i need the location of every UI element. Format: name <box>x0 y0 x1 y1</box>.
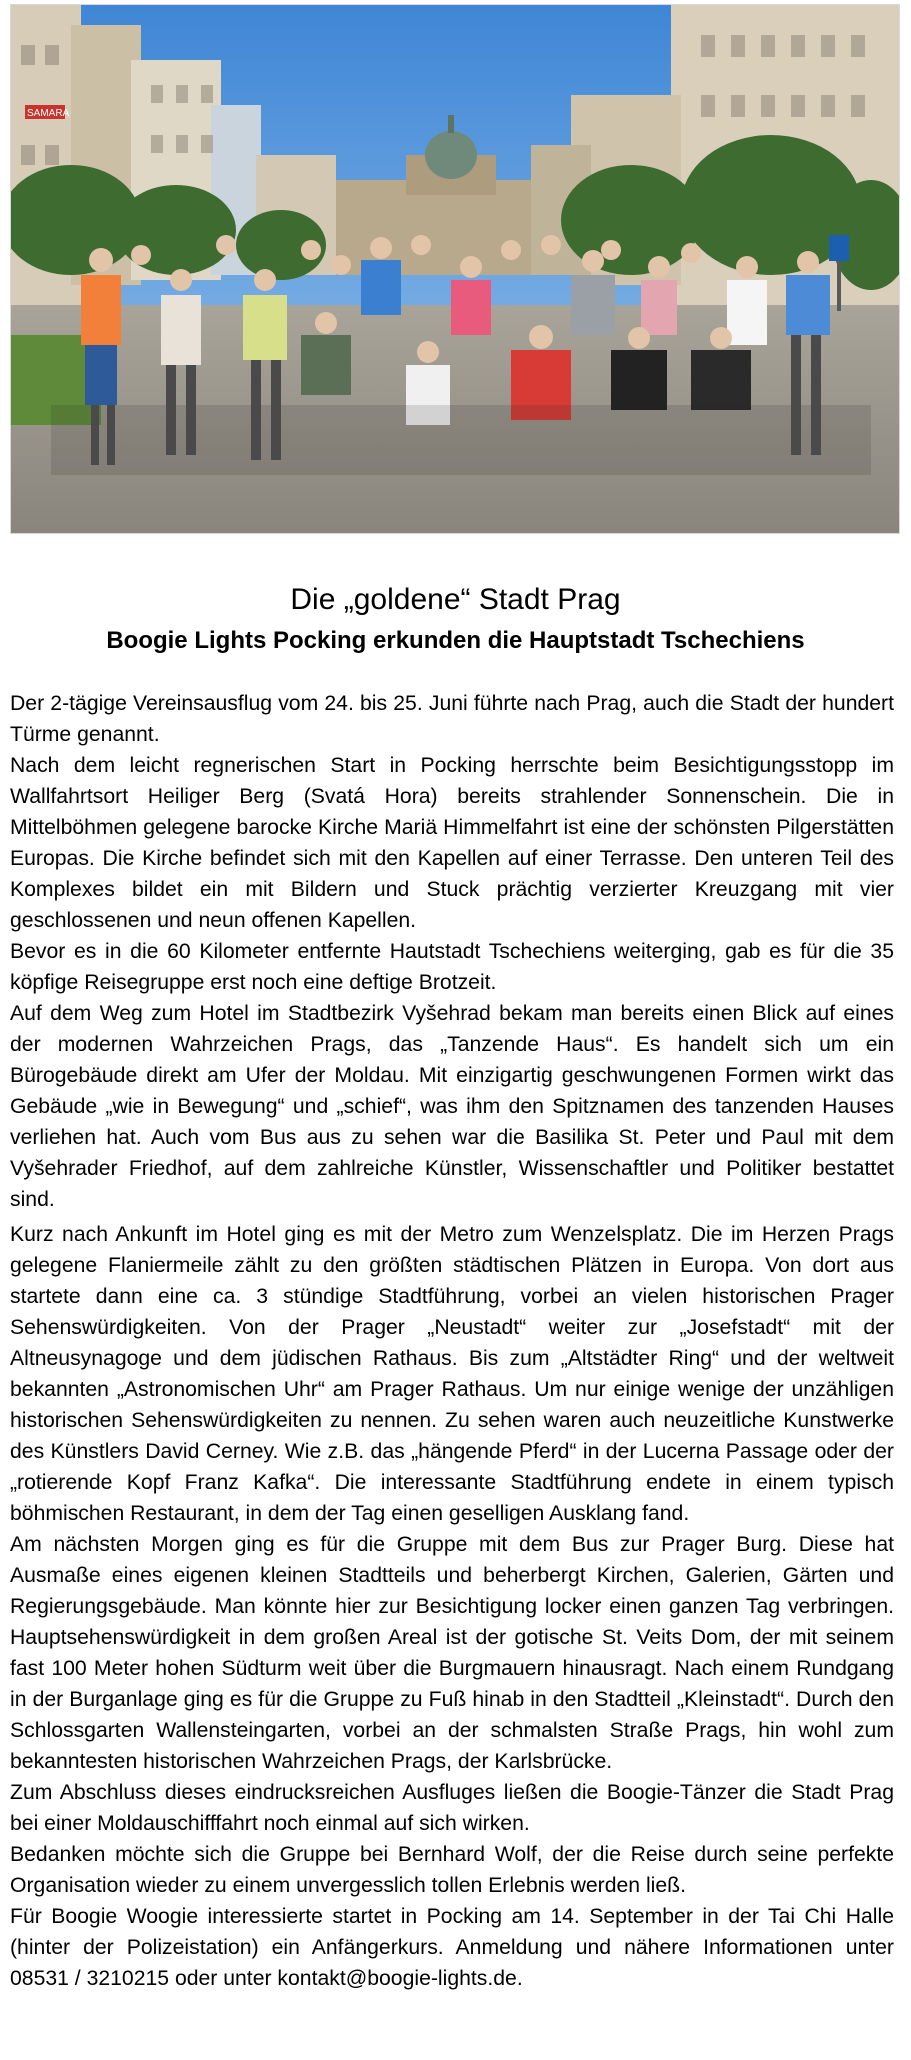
storefront-sign: SAMARA <box>27 108 70 119</box>
paragraph: Bedanken möchte sich die Gruppe bei Bernhard Wolf, der die Reise durch seine perfekte Organisation wieder zu einem unvergesslich tollen Erlebnis werden ließ. <box>10 1843 894 1897</box>
article-title: Die „goldene“ Stadt Prag <box>290 583 621 616</box>
paragraph: Auf dem Weg zum Hotel im Stadtbezirk Vyšehrad bekam man bereits einen Blick auf eines der modernen Wahrzeichen Prags, das „Tanzende Haus“. Es handelt sich um ein Bürogebäude direkt am Ufer der Moldau. Mit einzigartig geschwungenen Formen wirkt das Gebäude „wie in Bewegung“ und „schief“, was ihm den Spitznamen des tanzenden Hauses verliehen hat. Auch vom Bus aus zu sehen war die Basilika St. Peter und Paul mit dem Vyšehrader Friedhof, auf dem zahlreiche Künstler, Wissenschaftler und Politiker bestattet sind. <box>10 1002 894 1211</box>
paragraph: Nach dem leicht regnerischen Start in Pocking herrschte beim Besichtigungsstopp im Wallfahrtsort Heiliger Berg (Svatá Hora) bereits strahlender Sonnenschein. Die in Mittelböhmen gelegene barocke Kirche Mariä Himmelfahrt ist eine der schönsten Pilgerstätten Europas. Die Kirche befindet sich mit den Kapellen auf einer Terrasse. Den unteren Teil des Komplexes bildet ein mit Bildern und Stuck prächtig verzierter Kreuzgang mit vier geschlossenen und neun offenen Kapellen. <box>10 754 894 932</box>
paragraph: Der 2-tägige Vereinsausflug vom 24. bis 25. Juni führte nach Prag, auch die Stadt der hundert Türme genannt. <box>10 692 894 746</box>
paragraph: Kurz nach Ankunft im Hotel ging es mit der Metro zum Wenzelsplatz. Die im Herzen Prags gelegene Flaniermeile zählt zu den größten städtischen Plätzen in Europa. Von dort aus startete dann eine ca. 3 stündige Stadtführung, vorbei an vielen historischen Prager Sehenswürdigkeiten. Von der Prager „Neustadt“ weiter zur „Josefstadt“ mit der Altneusynagoge und dem jüdischen Rathaus. Bis zum „Altstädter Ring“ und der weltweit bekannten „Astronomischen Uhr“ am Prager Rathaus. Um nur einige wenige der unzähligen historischen Sehenswürdigkeiten zu nennen. Zu sehen waren auch neuzeitliche Kunstwerke des Künstlers David Cerney. Wie z.B. das „hängende Pferd“ in der Lucerna Passage oder der „rotierende Kopf Franz Kafka“. Die interessante Stadtführung endete in einem typisch böhmischen Restaurant, in dem der Tag einen geselligen Ausklang fand. <box>10 1223 894 1525</box>
article-subtitle: Boogie Lights Pocking erkunden die Hauptstadt Tschechiens <box>106 627 805 654</box>
paragraph: Am nächsten Morgen ging es für die Gruppe mit dem Bus zur Prager Burg. Diese hat Ausmaße eines eigenen kleinen Stadtteils und beherbergt Kirchen, Galerien, Gärten und Regierungsgebäude. Man könnte hier zur Besichtigung locker einen ganzen Tag verbringen. Hauptsehenswürdigkeit in dem großen Areal ist der gotische St. Veits Dom, der mit seinem fast 100 Meter hohen Südturm weit über die Burgmauern hinausragt. Nach einem Rundgang in der Burganlage ging es für die Gruppe zu Fuß hinab in den Stadtteil „Kleinstadt“. Durch den Schlossgarten Wallensteingarten, vorbei an der schmalsten Straße Prags, hin wohl zum bekanntesten historischen Wahrzeichen Prags, der Karlsbrücke. <box>10 1533 894 1773</box>
article-body <box>10 688 894 1994</box>
group-photo <box>10 4 900 534</box>
group-photo-image <box>11 5 899 533</box>
paragraph: Bevor es in die 60 Kilometer entfernte Hautstadt Tschechiens weiterging, gab es für die 35 köpfige Reisegruppe erst noch eine deftige Brotzeit. <box>10 940 894 994</box>
paragraph: Für Boogie Woogie interessierte startet in Pocking am 14. September in der Tai Chi Halle (hinter der Polizeistation) ein Anfängerkurs. Anmeldung und nähere Informationen unter 08531 / 3210215 oder unter kontakt@boogie-lights.de. <box>10 1905 894 1990</box>
paragraph: Zum Abschluss dieses eindrucksreichen Ausfluges ließen die Boogie-Tänzer die Stadt Prag bei einer Moldauschifffahrt noch einmal auf sich wirken. <box>10 1781 894 1835</box>
